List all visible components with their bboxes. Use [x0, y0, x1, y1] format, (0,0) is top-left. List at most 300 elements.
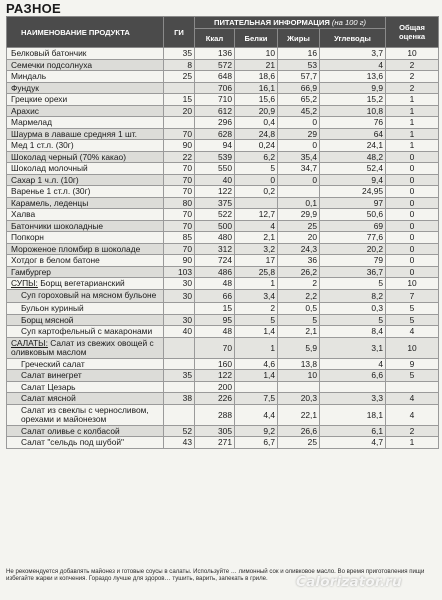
cell-kcal: 628 — [195, 128, 235, 140]
product-name-text: Шаурма в лаваше средняя 1 шт. — [11, 128, 137, 139]
cell-product-name — [7, 289, 164, 303]
header-overall-line2: оценка — [398, 32, 426, 41]
cell-carbs: 77,6 — [320, 232, 386, 244]
cell-protein: 0 — [235, 174, 278, 186]
cell-overall: 0 — [386, 266, 439, 278]
header-nutrition-label: ПИТАТЕЛЬНАЯ ИНФОРМАЦИЯ — [214, 18, 330, 27]
cell-fat: 0,5 — [278, 303, 320, 315]
table-row — [7, 232, 439, 244]
product-name-text: Греческий салат — [21, 358, 85, 369]
table-row — [7, 370, 439, 382]
cell-product-name — [7, 220, 164, 232]
product-name-text: Миндаль — [11, 71, 47, 82]
table-row — [7, 220, 439, 232]
cell-overall: 5 — [386, 303, 439, 315]
cell-carbs: 76 — [320, 117, 386, 129]
table-row — [7, 105, 439, 117]
cell-kcal: 710 — [195, 94, 235, 106]
cell-carbs — [320, 381, 386, 393]
cell-protein: 1 — [235, 337, 278, 358]
cell-carbs: 0,3 — [320, 303, 386, 315]
cell-carbs: 9,4 — [320, 174, 386, 186]
cell-gi: 35 — [164, 370, 195, 382]
cell-overall: 0 — [386, 243, 439, 255]
cell-protein: 9,2 — [235, 425, 278, 437]
cell-protein: 0,24 — [235, 140, 278, 152]
table-row — [7, 243, 439, 255]
cell-overall — [386, 381, 439, 393]
cell-kcal: 200 — [195, 381, 235, 393]
cell-overall: 0 — [386, 197, 439, 209]
product-name-text: Суп картофельный с макаронами — [21, 326, 153, 337]
cell-product-name — [7, 393, 164, 405]
cell-gi: 30 — [164, 289, 195, 303]
table-row — [7, 174, 439, 186]
cell-overall: 0 — [386, 163, 439, 175]
cell-fat: 29,9 — [278, 209, 320, 221]
cell-fat: 57,7 — [278, 71, 320, 83]
cell-product-name — [7, 381, 164, 393]
cell-product-name — [7, 140, 164, 152]
header-fat: Жиры — [278, 29, 320, 48]
cell-gi — [164, 303, 195, 315]
header-protein: Белки — [235, 29, 278, 48]
cell-fat: 0 — [278, 117, 320, 129]
cell-carbs: 6,1 — [320, 425, 386, 437]
cell-protein: 17 — [235, 255, 278, 267]
cell-overall: 1 — [386, 105, 439, 117]
cell-fat: 0,1 — [278, 197, 320, 209]
cell-overall: 1 — [386, 437, 439, 449]
cell-gi: 70 — [164, 186, 195, 198]
cell-product-name — [7, 94, 164, 106]
cell-fat: 25 — [278, 437, 320, 449]
table-row — [7, 314, 439, 326]
cell-fat: 45,2 — [278, 105, 320, 117]
cell-protein: 25,8 — [235, 266, 278, 278]
cell-product-name — [7, 48, 164, 60]
cell-product-name — [7, 303, 164, 315]
cell-product-name — [7, 59, 164, 71]
cell-fat: 2,1 — [278, 326, 320, 338]
cell-overall: 2 — [386, 59, 439, 71]
cell-kcal: 305 — [195, 425, 235, 437]
cell-carbs: 8,2 — [320, 289, 386, 303]
product-name-text: Шоколад молочный — [11, 163, 88, 174]
cell-overall: 1 — [386, 140, 439, 152]
cell-fat: 5 — [278, 314, 320, 326]
cell-kcal: 122 — [195, 186, 235, 198]
product-name-text: Борщ вегетарианский — [40, 278, 125, 289]
cell-carbs: 52,4 — [320, 163, 386, 175]
cell-protein: 4,6 — [235, 358, 278, 370]
cell-product-name — [7, 243, 164, 255]
cell-protein: 5 — [235, 163, 278, 175]
cell-overall: 0 — [386, 209, 439, 221]
cell-kcal: 70 — [195, 337, 235, 358]
cell-gi: 70 — [164, 128, 195, 140]
cell-fat: 0 — [278, 140, 320, 152]
cell-product-name — [7, 163, 164, 175]
table-row — [7, 326, 439, 338]
cell-overall: 10 — [386, 337, 439, 358]
cell-protein: 6,2 — [235, 151, 278, 163]
cell-gi: 70 — [164, 174, 195, 186]
cell-kcal: 48 — [195, 326, 235, 338]
cell-gi: 8 — [164, 59, 195, 71]
table-row — [7, 358, 439, 370]
cell-protein: 4 — [235, 220, 278, 232]
product-name-text: Салат мясной — [21, 393, 76, 404]
cell-fat: 29 — [278, 128, 320, 140]
cell-fat: 35,4 — [278, 151, 320, 163]
cell-fat: 53 — [278, 59, 320, 71]
table-row — [7, 197, 439, 209]
cell-kcal: 572 — [195, 59, 235, 71]
cell-overall: 10 — [386, 278, 439, 290]
table-row — [7, 437, 439, 449]
product-name-text: Семечки подсолнуха — [11, 59, 92, 70]
cell-gi: 20 — [164, 105, 195, 117]
cell-product-name — [7, 326, 164, 338]
cell-kcal: 539 — [195, 151, 235, 163]
cell-carbs: 69 — [320, 220, 386, 232]
cell-carbs: 3,7 — [320, 48, 386, 60]
cell-carbs: 20,2 — [320, 243, 386, 255]
cell-protein: 21 — [235, 59, 278, 71]
cell-carbs: 79 — [320, 255, 386, 267]
cell-fat: 5,9 — [278, 337, 320, 358]
cell-protein — [235, 381, 278, 393]
cell-product-name — [7, 186, 164, 198]
table-row — [7, 59, 439, 71]
cell-protein: 15,6 — [235, 94, 278, 106]
cell-product-name — [7, 314, 164, 326]
cell-gi — [164, 117, 195, 129]
cell-protein: 6,7 — [235, 437, 278, 449]
cell-carbs: 48,2 — [320, 151, 386, 163]
cell-kcal: 15 — [195, 303, 235, 315]
table-row — [7, 266, 439, 278]
cell-kcal: 288 — [195, 404, 235, 425]
cell-carbs: 4 — [320, 358, 386, 370]
cell-product-name — [7, 232, 164, 244]
table-row — [7, 163, 439, 175]
cell-fat: 0 — [278, 174, 320, 186]
cell-product-name — [7, 278, 164, 290]
product-name-text: Варенье 1 ст.л. (30г) — [11, 186, 91, 197]
cell-carbs: 4,7 — [320, 437, 386, 449]
cell-overall: 0 — [386, 220, 439, 232]
header-carbs: Углеводы — [320, 29, 386, 48]
cell-overall: 2 — [386, 82, 439, 94]
cell-kcal: 160 — [195, 358, 235, 370]
table-row — [7, 278, 439, 290]
cell-protein: 1,4 — [235, 326, 278, 338]
cell-kcal: 522 — [195, 209, 235, 221]
header-gi: ГИ — [164, 17, 195, 48]
cell-product-name — [7, 266, 164, 278]
product-name-text: Салат винегрет — [21, 370, 82, 381]
watermark-logo: Calorizator.ru — [296, 574, 402, 590]
cell-gi: 38 — [164, 393, 195, 405]
cell-fat — [278, 381, 320, 393]
cell-product-name — [7, 71, 164, 83]
cell-kcal: 706 — [195, 82, 235, 94]
cell-product-name — [7, 209, 164, 221]
cell-protein: 2 — [235, 303, 278, 315]
cell-carbs: 24,95 — [320, 186, 386, 198]
cell-gi — [164, 404, 195, 425]
product-name-text: Салат из свежих овощей с оливковым маслом — [11, 337, 154, 357]
cell-gi — [164, 358, 195, 370]
product-name-text: Халва — [11, 209, 36, 220]
cell-carbs: 97 — [320, 197, 386, 209]
product-name-text: Салат Цезарь — [21, 381, 76, 392]
section-label: САЛАТЫ: — [11, 337, 48, 348]
cell-gi — [164, 381, 195, 393]
cell-overall: 4 — [386, 326, 439, 338]
product-name-text: Салат "сельдь под шубой" — [21, 437, 125, 448]
cell-gi: 70 — [164, 209, 195, 221]
table-row — [7, 82, 439, 94]
table-row — [7, 404, 439, 425]
cell-fat: 16 — [278, 48, 320, 60]
cell-kcal: 94 — [195, 140, 235, 152]
cell-product-name — [7, 437, 164, 449]
cell-product-name — [7, 404, 164, 425]
cell-carbs: 18,1 — [320, 404, 386, 425]
cell-kcal: 122 — [195, 370, 235, 382]
table-row — [7, 337, 439, 358]
cell-fat: 25 — [278, 220, 320, 232]
cell-overall: 10 — [386, 48, 439, 60]
cell-carbs: 3,3 — [320, 393, 386, 405]
footnote: Не рекомендуется добавлять майонез и готовые соусы в салаты. Используйте … лимонный сок и оливковое масло. Во время приготовления пищи избегайте жарки и копчения. Гораздо лучше для здоров… тушить, варить, запекать в гриле. — [6, 568, 425, 583]
cell-protein — [235, 197, 278, 209]
table-row — [7, 381, 439, 393]
table-row — [7, 393, 439, 405]
cell-overall: 2 — [386, 71, 439, 83]
cell-carbs: 64 — [320, 128, 386, 140]
cell-protein: 0,4 — [235, 117, 278, 129]
product-name-text: Белковый батончик — [11, 48, 87, 59]
table-row — [7, 140, 439, 152]
cell-product-name — [7, 197, 164, 209]
cell-overall: 4 — [386, 404, 439, 425]
cell-fat — [278, 186, 320, 198]
cell-gi: 22 — [164, 151, 195, 163]
cell-carbs: 15,2 — [320, 94, 386, 106]
cell-carbs: 36,7 — [320, 266, 386, 278]
cell-gi: 80 — [164, 197, 195, 209]
cell-gi: 30 — [164, 314, 195, 326]
cell-kcal: 375 — [195, 197, 235, 209]
product-name-text: Сахар 1 ч.л. (10г) — [11, 174, 79, 185]
cell-kcal: 48 — [195, 278, 235, 290]
cell-carbs: 5 — [320, 314, 386, 326]
cell-kcal: 724 — [195, 255, 235, 267]
cell-gi: 70 — [164, 163, 195, 175]
cell-gi: 30 — [164, 278, 195, 290]
cell-product-name — [7, 174, 164, 186]
cell-kcal: 40 — [195, 174, 235, 186]
cell-fat: 66,9 — [278, 82, 320, 94]
cell-product-name — [7, 117, 164, 129]
cell-gi: 52 — [164, 425, 195, 437]
cell-overall: 0 — [386, 151, 439, 163]
cell-gi: 43 — [164, 437, 195, 449]
product-name-text: Арахис — [11, 105, 39, 116]
cell-carbs: 13,6 — [320, 71, 386, 83]
cell-product-name — [7, 425, 164, 437]
cell-kcal: 296 — [195, 117, 235, 129]
header-nutrition-group — [195, 17, 386, 29]
cell-fat: 20 — [278, 232, 320, 244]
cell-carbs: 6,6 — [320, 370, 386, 382]
cell-carbs: 5 — [320, 278, 386, 290]
table-row — [7, 48, 439, 60]
cell-gi: 15 — [164, 94, 195, 106]
cell-gi: 103 — [164, 266, 195, 278]
cell-product-name — [7, 105, 164, 117]
table-row — [7, 303, 439, 315]
cell-protein: 0,2 — [235, 186, 278, 198]
cell-product-name — [7, 337, 164, 358]
product-name-text: Карамель, леденцы — [11, 197, 89, 208]
cell-fat: 20,3 — [278, 393, 320, 405]
cell-kcal: 312 — [195, 243, 235, 255]
table-row — [7, 209, 439, 221]
cell-protein: 5 — [235, 314, 278, 326]
table-row — [7, 117, 439, 129]
cell-overall: 1 — [386, 94, 439, 106]
cell-fat: 2 — [278, 278, 320, 290]
cell-kcal: 612 — [195, 105, 235, 117]
cell-kcal: 271 — [195, 437, 235, 449]
page-title: РАЗНОЕ — [6, 1, 62, 16]
product-name-text: Мед 1 ст.л. (30г) — [11, 140, 74, 151]
table-row — [7, 255, 439, 267]
cell-protein: 20,9 — [235, 105, 278, 117]
product-name-text: Хотдог в белом батоне — [11, 255, 100, 266]
cell-product-name — [7, 82, 164, 94]
cell-fat: 10 — [278, 370, 320, 382]
cell-fat: 34,7 — [278, 163, 320, 175]
cell-gi: 90 — [164, 255, 195, 267]
product-name-text: Мороженое пломбир в шоколаде — [11, 243, 141, 254]
cell-kcal: 500 — [195, 220, 235, 232]
product-name-text: Суп гороховый на мясном бульоне — [21, 290, 157, 301]
cell-kcal: 648 — [195, 71, 235, 83]
product-name-text: Салат оливье с колбасой — [21, 425, 120, 436]
cell-fat: 24,3 — [278, 243, 320, 255]
header-per-100g: (на 100 г) — [331, 18, 367, 27]
cell-carbs: 9,9 — [320, 82, 386, 94]
cell-overall: 7 — [386, 289, 439, 303]
cell-kcal: 226 — [195, 393, 235, 405]
header-product-name: НАИМЕНОВАНИЕ ПРОДУКТА — [7, 17, 164, 48]
cell-carbs: 24,1 — [320, 140, 386, 152]
cell-gi: 85 — [164, 232, 195, 244]
product-name-text: Фундук — [11, 82, 39, 93]
cell-protein: 3,2 — [235, 243, 278, 255]
cell-fat: 22,1 — [278, 404, 320, 425]
cell-overall: 9 — [386, 358, 439, 370]
cell-protein: 4,4 — [235, 404, 278, 425]
cell-protein: 1,4 — [235, 370, 278, 382]
cell-kcal: 95 — [195, 314, 235, 326]
section-label: СУПЫ: — [11, 278, 38, 289]
table-row — [7, 151, 439, 163]
cell-fat: 65,2 — [278, 94, 320, 106]
cell-fat: 2,2 — [278, 289, 320, 303]
table-row — [7, 289, 439, 303]
cell-kcal: 480 — [195, 232, 235, 244]
cell-protein: 12,7 — [235, 209, 278, 221]
product-name-text: Салат из свеклы с черносливом, орехами и майонезом — [21, 404, 149, 424]
table-row — [7, 186, 439, 198]
cell-overall: 0 — [386, 232, 439, 244]
cell-overall: 0 — [386, 174, 439, 186]
product-name-text: Гамбургер — [11, 266, 51, 277]
cell-fat: 36 — [278, 255, 320, 267]
cell-gi: 90 — [164, 140, 195, 152]
cell-gi: 70 — [164, 243, 195, 255]
cell-product-name — [7, 370, 164, 382]
cell-gi: 40 — [164, 326, 195, 338]
cell-fat: 13,8 — [278, 358, 320, 370]
product-name-text: Мармелад — [11, 117, 52, 128]
table-row — [7, 94, 439, 106]
cell-overall: 5 — [386, 314, 439, 326]
cell-protein: 10 — [235, 48, 278, 60]
cell-kcal: 486 — [195, 266, 235, 278]
product-name-text: Батончики шоколадные — [11, 220, 104, 231]
cell-overall: 2 — [386, 425, 439, 437]
cell-carbs: 3,1 — [320, 337, 386, 358]
product-name-text: Попкорн — [11, 232, 44, 243]
cell-overall: 4 — [386, 393, 439, 405]
product-name-text: Борщ мясной — [21, 314, 74, 325]
cell-gi — [164, 82, 195, 94]
cell-overall: 1 — [386, 128, 439, 140]
table-body — [7, 48, 439, 449]
cell-protein: 3,4 — [235, 289, 278, 303]
cell-product-name — [7, 358, 164, 370]
cell-kcal: 66 — [195, 289, 235, 303]
header-overall — [386, 17, 439, 48]
cell-protein: 16,1 — [235, 82, 278, 94]
cell-gi: 35 — [164, 48, 195, 60]
table-row — [7, 71, 439, 83]
cell-overall: 5 — [386, 370, 439, 382]
product-name-text: Бульон куриный — [21, 303, 84, 314]
cell-carbs: 10,8 — [320, 105, 386, 117]
cell-product-name — [7, 128, 164, 140]
table-row — [7, 425, 439, 437]
cell-fat: 26,2 — [278, 266, 320, 278]
product-name-text: Шоколад черный (70% какао) — [11, 151, 126, 162]
cell-product-name — [7, 255, 164, 267]
cell-overall: 1 — [386, 117, 439, 129]
nutrition-table — [6, 16, 439, 449]
cell-protein: 18,6 — [235, 71, 278, 83]
header-kcal: Ккал — [195, 29, 235, 48]
cell-protein: 2,1 — [235, 232, 278, 244]
cell-protein: 24,8 — [235, 128, 278, 140]
cell-gi — [164, 337, 195, 358]
